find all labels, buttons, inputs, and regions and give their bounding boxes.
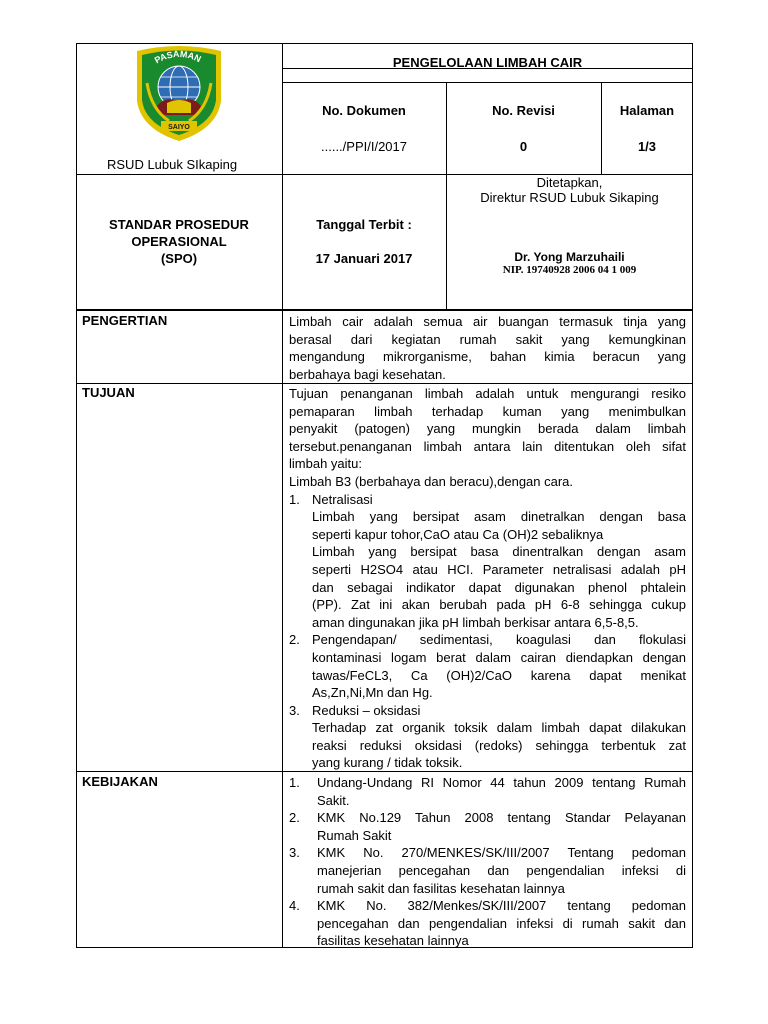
list-number: 3. <box>289 702 300 718</box>
pasaman-logo <box>133 43 225 143</box>
document-title: PENGELOLAAN LIMBAH CAIR <box>392 55 583 70</box>
text-line: KMK No. 270/MENKES/SK/III/2007 Tentang pedoman <box>317 845 686 861</box>
list-item <box>289 774 686 792</box>
text-line: Undang-Undang RI Nomor 44 tahun 2009 tentang Rumah <box>317 775 686 790</box>
text-line: manejerian pencegahan dan pengendalian infeksi di <box>317 862 686 878</box>
text-line: pencegahan dan pengendalian infeksi di rumah sakit dan <box>317 915 686 931</box>
list-title: Reduksi – oksidasi <box>312 702 421 718</box>
text-line: Pengendapan/ sedimentasi, koagulasi dan flokulasi <box>312 632 686 648</box>
hospital-name: RSUD Lubuk SIkaping <box>107 157 238 172</box>
text-line: Limbah B3 (berbahaya dan beracu),dengan cara. <box>289 473 574 489</box>
text-line: tersebut.penanganan limbah antara lain ditentukan oleh sifat <box>289 438 686 454</box>
director-nip: NIP. 19740928 2006 04 1 009 <box>502 264 637 276</box>
text-line: kontaminasi logam berat dalam cairan diendapkan dengan <box>312 649 686 665</box>
list-number: 2. <box>289 810 300 826</box>
revision-label: No. Revisi <box>492 103 555 118</box>
spo-title-line1: STANDAR PROSEDUR <box>109 217 249 232</box>
text-line: reaksi reduksi oksidasi (redoks) sehingga terbentuk zat <box>312 737 686 753</box>
text-line: pemaparan limbah terhadap kuman yang menimbulkan <box>289 403 686 419</box>
divider <box>601 82 602 174</box>
text-line: Limbah yang bersipat asam dinetralkan dengan basa <box>312 509 686 525</box>
list-item <box>289 631 686 649</box>
divider <box>692 310 693 948</box>
logo-top-text: PASAMAN <box>152 48 203 66</box>
text-line: seperti H2SO4 atau HCI. Parameter netralisasi adalah pH <box>312 561 686 577</box>
list-number: 4. <box>289 898 300 914</box>
list-title: Netralisasi <box>312 491 373 507</box>
section-label-tujuan: TUJUAN <box>82 385 135 400</box>
text-line: As,Zn,Ni,Mn dan Hg. <box>312 685 433 701</box>
text-line: (PP). Zat ini akan berubah pada pH 6-8 sehingga cukup <box>312 597 686 613</box>
list-item <box>289 897 686 915</box>
pengertian-text <box>289 313 686 383</box>
text-line: Limbah cair adalah semua air buangan termasuk tinja yang <box>289 314 686 329</box>
page-label: Halaman <box>619 103 675 118</box>
text-line: berasal dari kegiatan rumah sakit yang kemungkinan <box>289 331 686 347</box>
text-line: Limbah yang bersipat basa dinentralkan dengan asam <box>312 544 686 560</box>
divider <box>76 310 693 311</box>
kebijakan-text <box>289 774 686 950</box>
divider <box>282 82 693 83</box>
issue-date-label: Tanggal Terbit : <box>316 217 412 232</box>
text-line: KMK No. 382/Menkes/SK/III/2007 tentang pedoman <box>317 898 686 914</box>
section-label-pengertian: PENGERTIAN <box>82 313 168 328</box>
list-item <box>289 702 686 720</box>
divider <box>282 43 283 310</box>
text-line: aman dingunakan jika pH limbah berkisar antara 6,5-8,5. <box>312 614 639 630</box>
text-line: Tujuan penanganan limbah adalah untuk mengurangi resiko <box>289 386 686 401</box>
doc-number-label: No. Dokumen <box>322 103 406 118</box>
director-name: Dr. Yong Marzuhaili <box>514 250 625 264</box>
section-label-kebijakan: KEBIJAKAN <box>82 774 158 789</box>
text-line: seperti kapur tohor,CaO atau Ca (OH)2 sebaliknya <box>312 526 604 542</box>
text-line: Terhadap zat organik toksik dalam limbah dapat dilakukan <box>312 720 686 736</box>
text-line: fasilitas kesehatan lainnya <box>317 933 469 949</box>
text-line: tawas/FeCL3, Ca (OH)2/CaO karena dapat menikat <box>312 667 686 683</box>
logo-bottom-text: SAIYO <box>168 124 190 131</box>
divider <box>446 82 447 174</box>
text-line: dan sebagai indikator dapat digunakan phenol phtalein <box>312 579 686 595</box>
tujuan-text <box>289 385 686 772</box>
list-number: 1. <box>289 491 300 507</box>
text-line: yang kurang / tidak toksik. <box>312 755 463 771</box>
approval-line2: Direktur RSUD Lubuk Sikaping <box>480 190 659 205</box>
text-line: limbah yaitu: <box>289 456 362 472</box>
list-number: 2. <box>289 632 300 648</box>
text-line: Sakit. <box>317 792 350 808</box>
text-line: KMK No.129 Tahun 2008 tentang Standar Pelayanan <box>317 810 686 826</box>
list-number: 1. <box>289 775 300 790</box>
list-item <box>289 809 686 827</box>
page-value: 1/3 <box>637 139 657 154</box>
list-item <box>289 844 686 862</box>
divider <box>76 310 77 948</box>
revision-value: 0 <box>519 139 528 154</box>
spo-title-line3: (SPO) <box>160 251 198 266</box>
list-item <box>289 491 686 509</box>
spo-title-line2: OPERASIONAL <box>131 234 227 249</box>
text-line: rumah sakit dan fasilitas kesehatan lainnya <box>317 880 565 896</box>
approval-line1: Ditetapkan, <box>536 175 603 190</box>
issue-date-value: 17 Januari 2017 <box>315 251 413 266</box>
divider <box>282 310 283 948</box>
doc-number-value: ....../PPI/I/2017 <box>321 139 407 154</box>
list-number: 3. <box>289 845 300 861</box>
text-line: penyakit (patogen) yang mungkin berada dalam limbah <box>289 421 686 437</box>
text-line: berbahaya bagi kesehatan. <box>289 366 446 382</box>
text-line: Rumah Sakit <box>317 827 392 843</box>
text-line: mengandung mikrorganisme, bahan kimia beracun yang <box>289 349 686 365</box>
